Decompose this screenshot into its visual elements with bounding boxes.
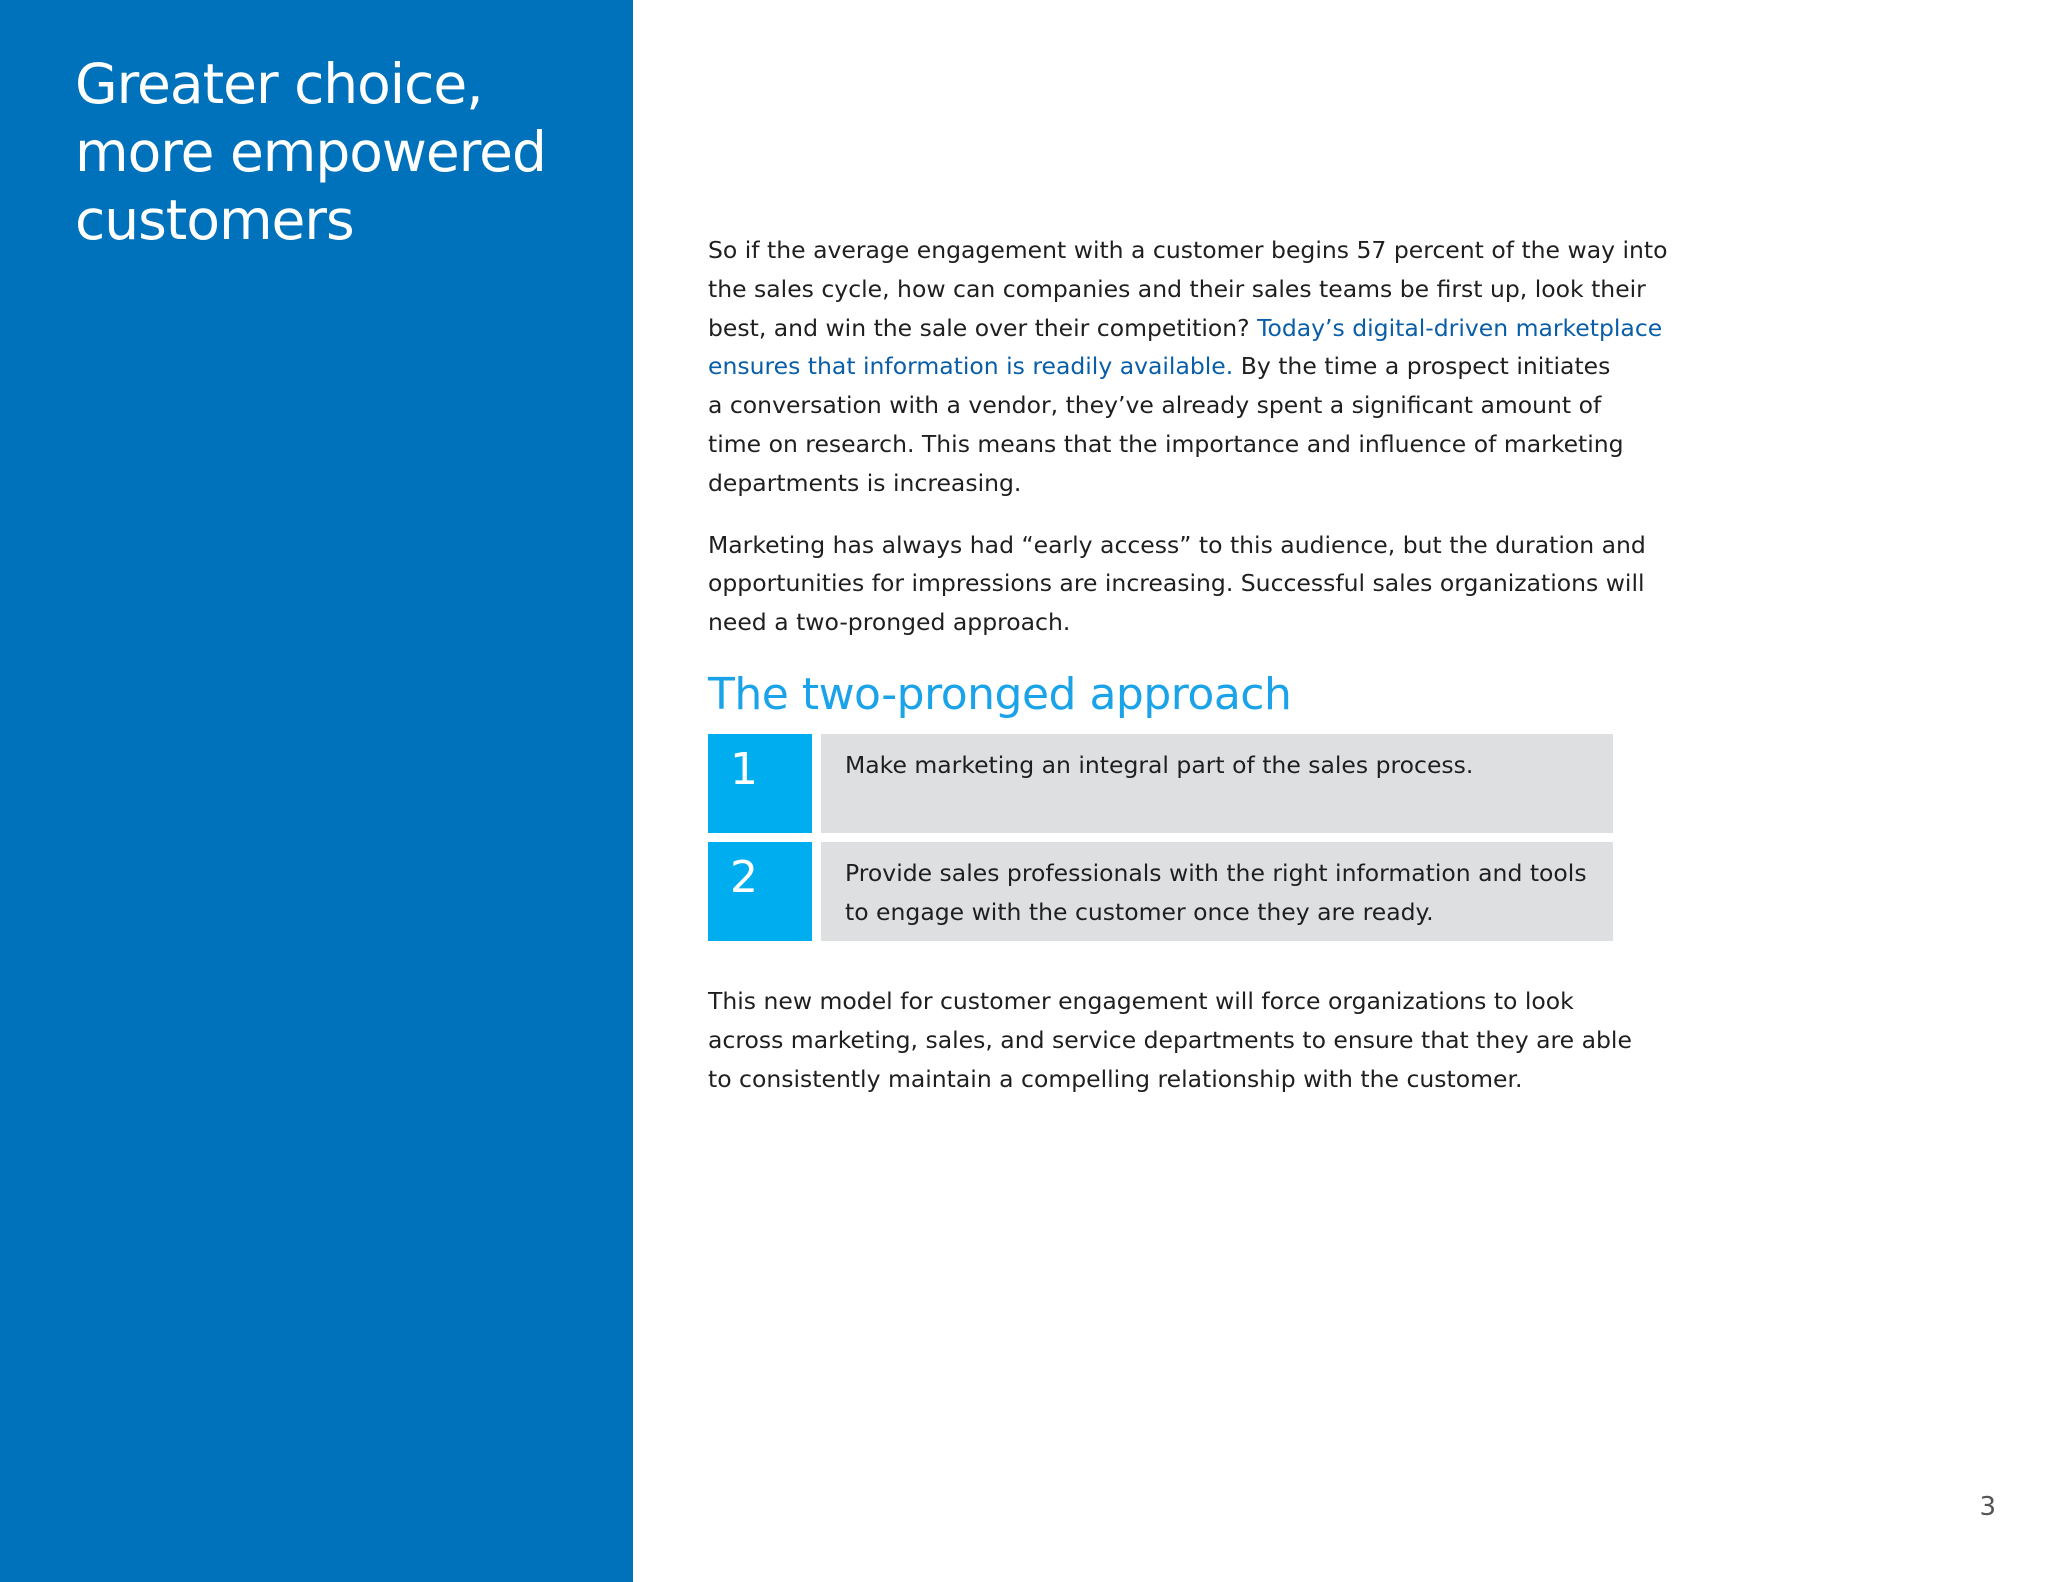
paragraph-line: need a two-pronged approach. bbox=[708, 608, 1071, 637]
step-number: 1 bbox=[708, 734, 812, 833]
paragraph-line: time on research. This means that the importance and influence of marketing bbox=[708, 429, 1624, 458]
paragraph-line: So if the average engagement with a customer begins 57 percent of the way into bbox=[708, 236, 1668, 264]
paragraph-line: departments is increasing. bbox=[708, 468, 1022, 497]
section-heading: The two-pronged approach bbox=[708, 668, 1292, 720]
intro-paragraph bbox=[708, 231, 1668, 503]
title-line: more empowered bbox=[75, 120, 546, 184]
title-line: Greater choice, bbox=[75, 52, 483, 116]
step-number: 2 bbox=[708, 842, 812, 941]
paragraph-line: This new model for customer engagement will force organizations to look bbox=[708, 986, 1574, 1015]
main-content bbox=[708, 231, 1668, 1098]
paragraph-line: to consistently maintain a compelling relationship with the customer. bbox=[708, 1064, 1523, 1093]
marketplace-link-continued[interactable]: ensures that information is readily available. bbox=[708, 352, 1234, 381]
marketing-paragraph bbox=[708, 526, 1646, 642]
paragraph-line: opportunities for impressions are increasing. Successful sales organizations will bbox=[708, 569, 1645, 598]
paragraph-line-with-link bbox=[708, 309, 1663, 348]
step-item-1 bbox=[708, 734, 1613, 833]
sidebar-panel bbox=[0, 0, 633, 1582]
closing-paragraph bbox=[708, 982, 1632, 1098]
paragraph-line: a conversation with a vendor, they’ve already spent a significant amount of bbox=[708, 391, 1602, 420]
marketplace-link[interactable]: Today’s digital-driven marketplace bbox=[1257, 313, 1663, 342]
page-title bbox=[75, 50, 615, 254]
paragraph-line: across marketing, sales, and service departments to ensure that they are able bbox=[708, 1025, 1632, 1054]
paragraph-text: By the time a prospect initiates bbox=[1233, 352, 1611, 381]
step-text: Provide sales professionals with the right information and tools bbox=[845, 858, 1587, 887]
page-number: 3 bbox=[1979, 1492, 1996, 1522]
paragraph-line-with-link bbox=[708, 347, 1613, 386]
step-text: to engage with the customer once they are ready. bbox=[845, 897, 1434, 926]
paragraph-text: best, and win the sale over their competition? bbox=[708, 313, 1258, 342]
step-text-box bbox=[821, 734, 1613, 833]
paragraph-line: Marketing has always had “early access” to this audience, but the duration and bbox=[708, 530, 1646, 559]
paragraph-line: the sales cycle, how can companies and their sales teams be first up, look their bbox=[708, 274, 1646, 303]
step-text: Make marketing an integral part of the sales process. bbox=[845, 750, 1474, 779]
step-item-2 bbox=[708, 842, 1613, 941]
step-text-box bbox=[821, 842, 1613, 941]
title-line: customers bbox=[75, 188, 354, 252]
